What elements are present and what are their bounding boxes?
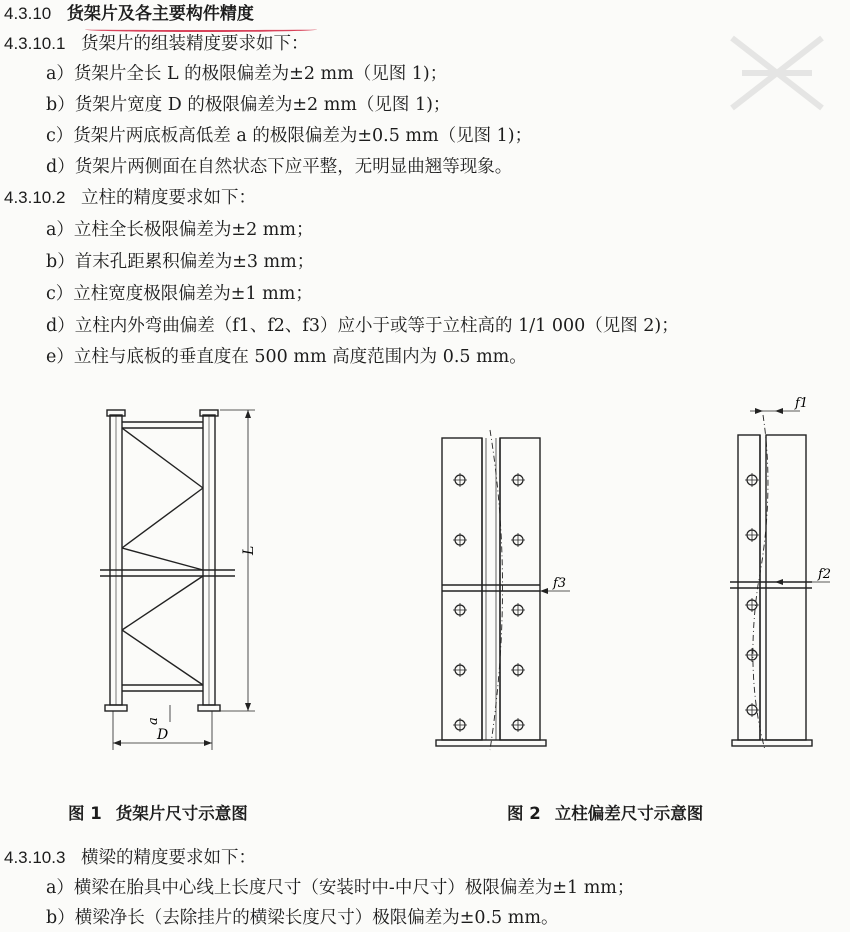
label-D: D: [157, 727, 169, 743]
list-item: b）货架片宽度 D 的极限偏差为±2 mm（见图 1)；: [46, 95, 451, 115]
list-item: d）货架片两侧面在自然状态下应平整，无明显曲翘等现象。: [46, 157, 513, 177]
list-item: c）货架片两底板高低差 a 的极限偏差为±0.5 mm（见图 1)；: [46, 126, 533, 146]
list-item: a）横梁在胎具中心线上长度尺寸（安装时中-中尺寸）极限偏差为±1 mm；: [46, 878, 635, 898]
section-title: 货架片及各主要构件精度: [66, 4, 254, 24]
list-item: a）立柱全长极限偏差为±2 mm；: [46, 220, 314, 240]
label-f2: f2: [818, 567, 832, 582]
list-item: e）立柱与底板的垂直度在 500 mm 高度范围内为 0.5 mm。: [46, 347, 527, 367]
list-item: a）货架片全长 L 的极限偏差为±2 mm（见图 1)；: [46, 64, 448, 84]
figure-2-drawing: [420, 395, 850, 755]
clause-heading: [4, 186, 256, 210]
clause-number: 4.3.10.2: [4, 188, 66, 207]
clause-heading: [4, 32, 309, 56]
list-item: b）首末孔距累积偏差为±3 mm；: [46, 252, 315, 272]
figure-1-number: 图 1: [68, 804, 102, 823]
list-item: c）立柱宽度极限偏差为±1 mm；: [46, 284, 313, 304]
label-f3: f3: [553, 576, 567, 591]
clause-number: 4.3.10.1: [4, 34, 66, 53]
figure-2-number: 图 2: [507, 804, 541, 823]
section-heading: [4, 2, 254, 26]
figure-2-title: 立柱偏差尺寸示意图: [554, 804, 704, 823]
section-number: 4.3.10: [4, 4, 52, 23]
figure-2-caption: [507, 800, 703, 824]
list-item: b）横梁净长（去除挂片的横梁长度尺寸）极限偏差为±0.5 mm。: [46, 908, 559, 928]
label-f1: f1: [795, 396, 809, 411]
stamp-watermark: [722, 28, 832, 118]
list-item: d）立柱内外弯曲偏差（f1、f2、f3）应小于或等于立柱高的 1/1 000（见图 2)；: [46, 316, 679, 336]
figure-1-drawing: [95, 400, 295, 760]
clause-intro: 立柱的精度要求如下：: [81, 188, 257, 208]
clause-intro: 横梁的精度要求如下：: [81, 848, 257, 868]
figure-1-title: 货架片尺寸示意图: [115, 804, 248, 823]
clause-number: 4.3.10.3: [4, 848, 66, 867]
clause-intro: 货架片的组装精度要求如下：: [81, 34, 309, 54]
clause-heading: [4, 846, 256, 870]
label-L: L: [241, 545, 257, 555]
figure-1-caption: [68, 800, 248, 824]
label-a: a: [146, 717, 161, 725]
